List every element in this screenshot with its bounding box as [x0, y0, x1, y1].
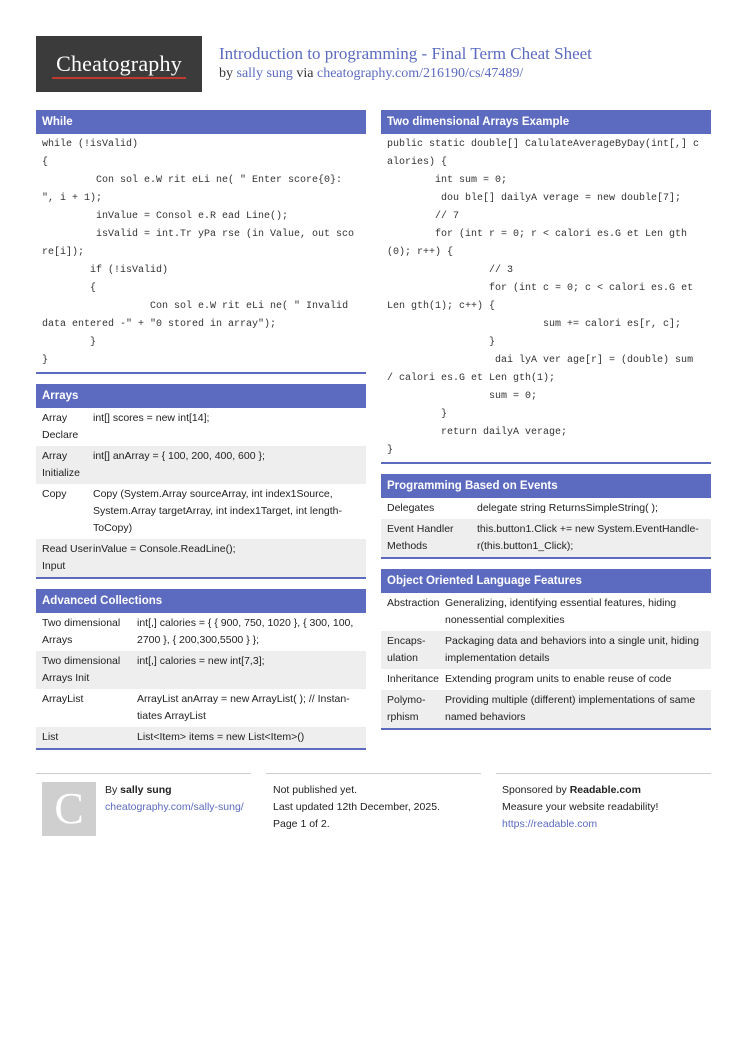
- row-key: Inheritance: [387, 673, 439, 685]
- table-row: [36, 408, 366, 446]
- table-row: [36, 613, 366, 651]
- row-key: Polymorphism: [387, 694, 426, 723]
- two-dim-example-code: public static double[] CalulateAverageByDay(int[,] calories) { int sum = 0; dou ble[] dailyA verage = new double[7]; // 7 for (int r = 0; r < calori es.G et Len gth(0); r++) { // 3 for (int c = 0; c < calori es.G et Len gth(1); c++) { sum += calori es[r, c]; } dai lyA ver age[r] = (double) sum / calori es.G et Len gth(1); sum = 0; } return dailyA verage; }: [387, 139, 700, 456]
- footer-author-line: [105, 782, 244, 799]
- while-section: [36, 110, 366, 374]
- two-dim-example-section: [381, 110, 711, 464]
- events-section: [381, 474, 711, 559]
- footer-published: Not published yet.: [273, 784, 358, 796]
- row-key: Read User Input: [42, 543, 93, 572]
- footer-author-url[interactable]: cheatography.com/sally-sung/: [105, 801, 244, 813]
- row-value: Extending program units to enable reuse of code: [445, 673, 672, 685]
- row-value: delegate string ReturnsSimpleString( );: [477, 502, 658, 514]
- footer-sponsor-name[interactable]: Readable.com: [569, 784, 641, 796]
- row-value: Providing multiple (different) implementations of same named behaviors: [445, 694, 696, 723]
- author-link[interactable]: sally sung: [236, 66, 293, 81]
- footer-by: By: [105, 784, 121, 796]
- table-row: [381, 498, 711, 519]
- two-dim-example-heading: Two dimensional Arrays Example: [381, 110, 711, 134]
- footer-sponsored-by: Sponsored by: [502, 784, 570, 796]
- row-value: List<Item> items = new List<Item>(): [137, 731, 305, 743]
- table-row: [36, 446, 366, 484]
- right-column: [381, 110, 711, 740]
- advanced-collections-section: [36, 589, 366, 750]
- row-key: Event Handler Methods: [387, 523, 454, 552]
- row-value: int[,] calories = { { 900, 750, 1020 }, { 300, 100, 2700 }, { 200,300,5500 } };: [137, 617, 354, 646]
- footer-sponsor: [502, 782, 658, 833]
- row-value: Copy (System.Array sourceArray, int index1Source, System.Array targetArray, int index1Target, int lengthToCopy): [93, 488, 342, 534]
- row-value: Generalizing, identifying essential features, hiding nonessential complexities: [445, 597, 677, 626]
- table-row: [36, 484, 366, 539]
- row-key: Encapsulation: [387, 635, 426, 664]
- events-heading: Programming Based on Events: [381, 474, 711, 498]
- table-row: [36, 539, 366, 577]
- advanced-collections-heading: Advanced Collections: [36, 589, 366, 613]
- footer-sponsor-tagline: Measure your website readability!: [502, 801, 659, 813]
- footer-divider: [266, 773, 481, 774]
- footer-page: Page 1 of 2.: [273, 818, 330, 830]
- row-value: int[] scores = new int[14];: [93, 412, 210, 424]
- row-value: int[] anArray = { 100, 200, 400, 600 };: [93, 450, 265, 462]
- footer-updated: Last updated 12th December, 2025.: [273, 801, 440, 813]
- table-row: [381, 519, 711, 557]
- footer-author: [105, 782, 244, 816]
- row-key: ArrayList: [42, 693, 84, 705]
- row-key: Two dimensional Arrays Init: [42, 655, 121, 684]
- byline-via: via: [292, 66, 317, 81]
- row-key: List: [42, 731, 59, 743]
- row-value: inValue = Console.ReadLine();: [93, 543, 236, 555]
- while-heading: While: [36, 110, 366, 134]
- row-key: Array Declare: [42, 412, 79, 441]
- byline-prefix: by: [219, 66, 237, 81]
- author-avatar[interactable]: C: [42, 782, 96, 836]
- sheet-url-link[interactable]: cheatography.com/216190/cs/47489/: [317, 66, 524, 81]
- oop-heading: Object Oriented Language Features: [381, 569, 711, 593]
- table-row: [381, 593, 711, 631]
- row-value: Packaging data and behaviors into a single unit, hiding implementation details: [445, 635, 699, 664]
- row-key: Two dimensional Arrays: [42, 617, 121, 646]
- table-row: [36, 651, 366, 689]
- footer-divider: [36, 773, 251, 774]
- while-code: while (!isValid) { Con sol e.W rit eLi ne( " Enter score{0}: ", i + 1); inValue = Consol e.R ead Line(); isValid = int.Tr yPa rse (in Value, out score[i]); if (!isValid) { Con sol e.W rit eLi ne( " Invalid data entered -" + "0 stored in array"); } }: [42, 139, 355, 366]
- arrays-section: [36, 384, 366, 579]
- table-row: [381, 631, 711, 669]
- footer-meta: [273, 782, 440, 833]
- cheatography-logo[interactable]: Cheatography: [36, 36, 202, 92]
- table-row: [381, 690, 711, 728]
- left-column: [36, 110, 366, 760]
- row-key: Copy: [42, 488, 67, 500]
- sheet-title: Introduction to programming - Final Term Cheat Sheet: [219, 44, 592, 63]
- table-row: [381, 669, 711, 690]
- footer-sponsor-line: [502, 782, 658, 799]
- row-key: Delegates: [387, 502, 435, 514]
- row-key: Array Initialize: [42, 450, 80, 479]
- oop-section: [381, 569, 711, 730]
- table-row: [36, 689, 366, 727]
- row-value: ArrayList anArray = new ArrayList( ); // Instantiates ArrayList: [137, 693, 350, 722]
- row-value: int[,] calories = new int[7,3];: [137, 655, 265, 667]
- footer-author-name[interactable]: sally sung: [120, 784, 172, 796]
- sheet-byline: [219, 66, 523, 82]
- row-key: Abstraction: [387, 597, 440, 609]
- table-row: [36, 727, 366, 748]
- arrays-heading: Arrays: [36, 384, 366, 408]
- row-value: this.button1.Click += new System.EventHandler(this.button1_Click);: [477, 523, 699, 552]
- footer-sponsor-url[interactable]: https://readable.com: [502, 818, 598, 830]
- footer-divider: [496, 773, 711, 774]
